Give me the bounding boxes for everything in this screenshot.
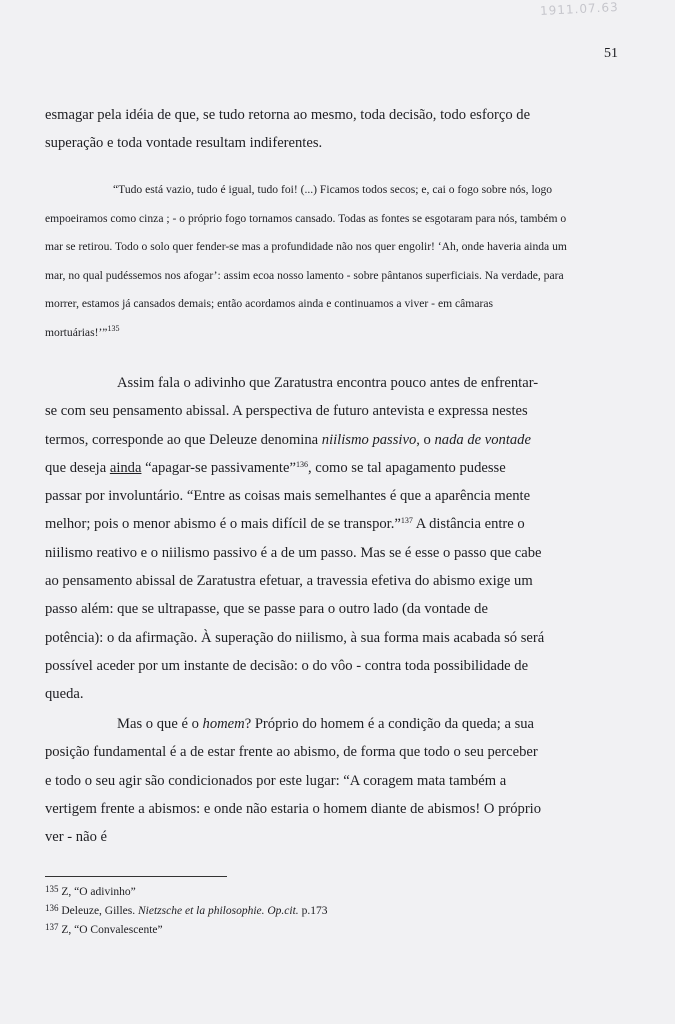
footnote-137 bbox=[45, 919, 545, 938]
emphasis-niilismo-passivo: niilismo passivo bbox=[321, 431, 417, 448]
footnote-ref-135: 135 bbox=[107, 323, 120, 333]
footnote-number: 137 bbox=[45, 922, 59, 932]
footnotes bbox=[45, 881, 545, 938]
paragraph-2 bbox=[45, 369, 545, 709]
block-quote bbox=[45, 176, 569, 347]
paragraph-2-text: Assim fala o adivinho que Zaratustra encontra pouco antes de enfrentar-se com seu pensamento abissal. A perspectiva de futuro antevista e expressa nestes termos, corresponde ao que Deleuze denomina bbox=[45, 375, 539, 448]
footnote-ref-136: 136 bbox=[295, 459, 308, 469]
emphasis-homem: homem bbox=[202, 716, 245, 732]
footnote-text: Z, “O Convalescente” bbox=[61, 924, 163, 936]
footnote-text: Deleuze, Gilles. bbox=[61, 905, 139, 917]
footnote-135 bbox=[45, 881, 545, 900]
footnote-divider bbox=[45, 876, 227, 877]
footnote-text: Z, “O adivinho” bbox=[61, 886, 136, 898]
quote-text: “Tudo está vazio, tudo é igual, tudo foi! (...) Ficamos todos secos; e, cai o fogo sobre nós, logo empoeiramos como cinza ; - o próprio fogo tornamos cansado. Todas as fontes se esgotaram para nós, também o mar se retirou. Todo o solo quer fender-se mas a profundidade não nos quer engolir! ‘Ah, onde haveria ainda um mar, no qual pudéssemos nos afogar’: assim ecoa nosso lamento - sobre pântanos superficiais. Na verdade, para morrer, estamos já cansados demais; então acordamos ainda e continuamos a viver - em câmaras mortuárias!’” bbox=[45, 183, 567, 339]
handwritten-annotation: 1911.07.63 bbox=[539, 0, 620, 19]
paragraph-2-text: , o bbox=[416, 431, 435, 448]
paragraph-2-text: “apagar-se passivamente” bbox=[141, 459, 296, 476]
paragraph-3 bbox=[45, 710, 545, 851]
page-number: 51 bbox=[604, 46, 618, 61]
paragraph-2-text: que deseja bbox=[45, 459, 110, 476]
paragraph-1-text: esmagar pela idéia de que, se tudo retorna ao mesmo, toda decisão, todo esforço de superação e toda vontade resultam indiferentes. bbox=[45, 107, 531, 152]
footnote-136 bbox=[45, 900, 545, 919]
footnote-title: Nietzsche et la philosophie. Op.cit. bbox=[138, 905, 299, 917]
paragraph-3-text: Mas o que é o bbox=[117, 716, 203, 732]
emphasis-nada-de-vontade: nada de vontade bbox=[434, 431, 531, 448]
paragraph-2-text: , como se tal apagamento pudesse passar por involuntário. “Entre as coisas mais semelhantes é que a aparência mente melhor; pois o menor abismo é o mais difícil de se transpor.” bbox=[45, 459, 531, 533]
paragraph-1 bbox=[45, 101, 545, 158]
footnote-number: 135 bbox=[45, 884, 59, 894]
footnote-page: p.173 bbox=[298, 905, 328, 917]
paragraph-2-text: A distância entre o niilismo reativo e o niilismo passivo é a de um passo. Mas se é esse o passo que cabe ao pensamento abissal de Zaratustra efetuar, a travessia efetiva do abismo exige um passo além: que se ultrapasse, que se passe para o outro lado (da vontade de potência): o da afirmação. À superação do niilismo, à sua forma mais acabada só será possível aceder por um instante de decisão: o do vôo - contra toda possibilidade de queda. bbox=[45, 516, 545, 703]
paragraph-3-text: ? Próprio do homem é a condição da queda; a sua posição fundamental é a de estar frente ao abismo, de forma que todo o seu perceber e todo o seu agir são condicionados por este lugar: “A coragem mata também a vertigem frente a abismos: e onde não estaria o homem diante de abismos! O próprio ver - não é bbox=[45, 716, 542, 846]
footnote-ref-137: 137 bbox=[400, 516, 413, 526]
footnote-number: 136 bbox=[45, 903, 59, 913]
underlined-ainda: ainda bbox=[109, 459, 142, 476]
